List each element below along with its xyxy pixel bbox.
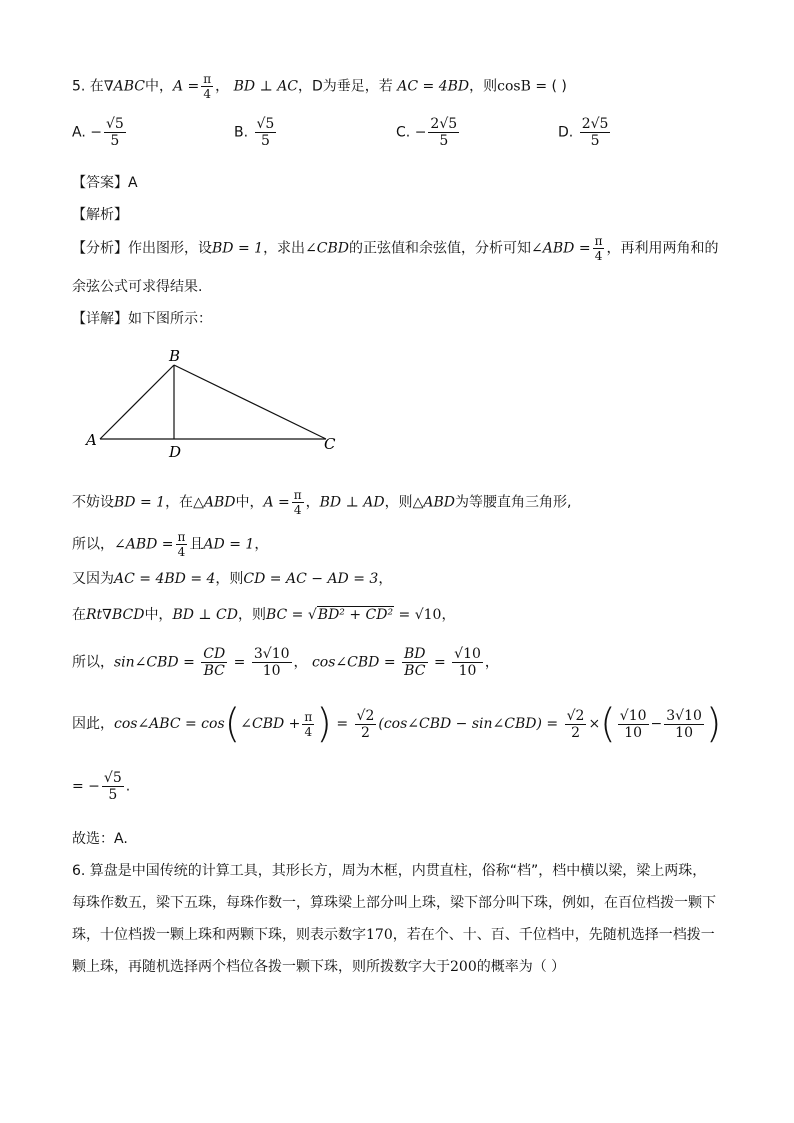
- fenxi-line-1: 【分析】作出图形，设BD = 1，求出∠CBD的正弦值和余弦值，分析可知∠ABD = $\frac{\pi}{4}$ ，再利用两角和的: [72, 234, 719, 263]
- option-d: D. $\frac{2√5}{5}$: [558, 116, 609, 149]
- step-2: 所以，∠ABD = $\frac{\pi}{4}$ 且AD = 1，: [72, 530, 269, 559]
- step-3: 又因为AC = 4BD = 4，则CD = AC − AD = 3，: [72, 571, 393, 587]
- sqrt-bd-cd: √BD² + CD²: [307, 607, 394, 623]
- side-ab: [100, 365, 174, 439]
- analysis-tag: 【解析】: [72, 207, 128, 223]
- label-b: B: [169, 347, 181, 365]
- q6-line-4: 颗上珠，再随机选择两个档位各拨一颗下珠，则所拨数字大于200的概率为（ ）: [72, 959, 566, 975]
- option-b: B. $\frac{√5}{5}$: [234, 116, 275, 149]
- label-d: D: [169, 443, 182, 460]
- q5-stem: 5. 在∇ABC中，A = $\frac{\pi}{4}$ ， BD ⊥ AC，D为垂足，若 AC = 4BD，则cosB = ( ): [72, 72, 567, 101]
- fenxi-line-2: 余弦公式可求得结果.: [72, 279, 203, 295]
- detail-line: 【详解】如下图所示：: [72, 311, 212, 327]
- step-7: = − $\frac{√5}{5}$ .: [72, 770, 131, 803]
- q6-line-1: 6. 算盘是中国传统的计算工具，其形长方，周为木框，内贯直柱，俗称“档”，档中横以梁，梁上两珠，: [72, 863, 707, 879]
- pi-over-4: $\frac{\pi}{4}$: [203, 72, 212, 101]
- label-c: C: [324, 435, 336, 453]
- triangle-figure: [80, 345, 350, 460]
- q6-line-2: 每珠作数五，梁下五珠，每珠作数一，算珠梁上部分叫上珠，梁下部分叫下珠，例如，在百位档拨一颗下: [72, 895, 716, 911]
- step-5: 所以，sin∠CBD = $\frac{CD}{BC}$ = $\frac{3√10}{10}$ ， cos∠CBD = $\frac{BD}{BC}$ = $\frac{√10}{10}$ ，: [72, 646, 499, 679]
- label-a: A: [86, 431, 97, 449]
- answer-line: 【答案】A: [72, 175, 138, 191]
- option-a: A. − $\frac{√5}{5}$: [72, 116, 124, 149]
- step-8: 故选：A.: [72, 831, 128, 847]
- side-bc: [174, 365, 326, 439]
- step-6: 因此，cos∠ABC = cos(∠CBD + $\frac{\pi}{4}$ ) = $\frac{√2}{2}$ (cos∠CBD − sin∠CBD) = $\frac{√2}{2}$ ×( $\frac{√10}{10}$ − $\frac{3√10}{10}$ ): [72, 701, 722, 747]
- step-4: 在Rt∇BCD中，BD ⊥ CD，则BC = √BD² + CD² = √10，: [72, 607, 456, 623]
- step-1: 不妨设BD = 1，在△ABD中，A = $\frac{\pi}{4}$ ，BD ⊥ AD，则△ABD为等腰直角三角形,: [72, 488, 572, 517]
- option-c: C. − $\frac{2√5}{5}$: [396, 116, 458, 149]
- q6-line-3: 珠，十位档拨一颗上珠和两颗下珠，则表示数字170，若在个、十、百、千位档中，先随机选择一档拨一: [72, 927, 715, 943]
